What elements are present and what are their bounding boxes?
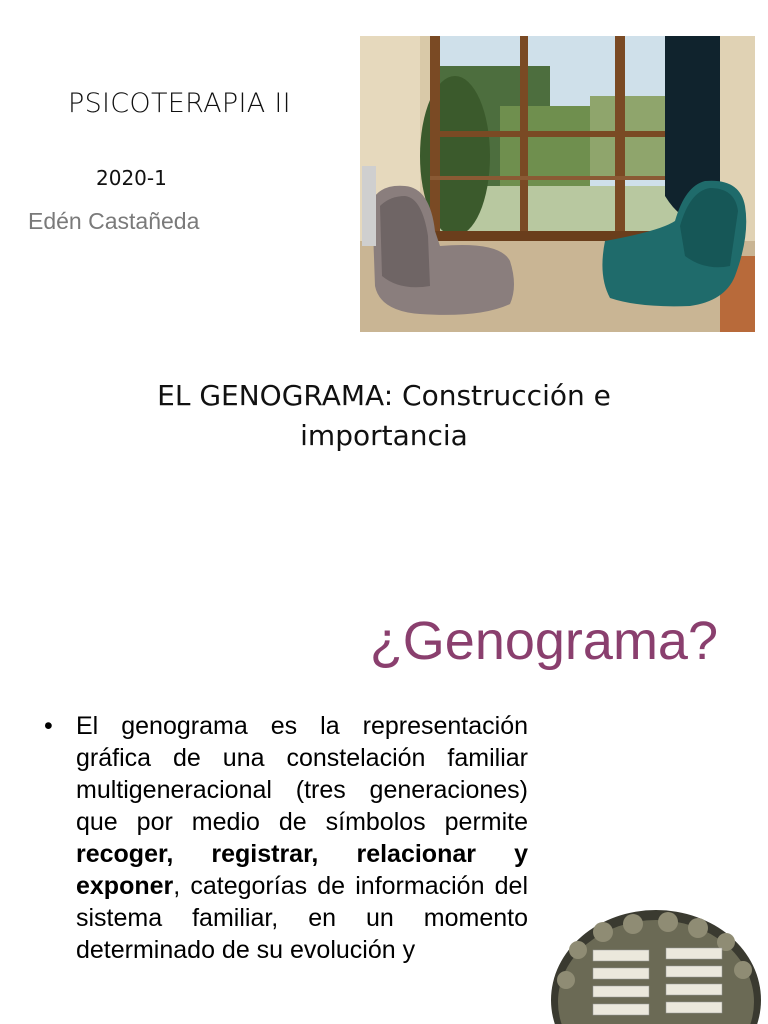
therapy-room-photo xyxy=(360,36,755,332)
author-name: Edén Castañeda xyxy=(28,208,200,234)
bullet-icon: • xyxy=(44,712,53,740)
content-slide xyxy=(0,560,768,1024)
bullet-item xyxy=(44,710,528,966)
presentation-title xyxy=(100,376,668,456)
bullet-text-part2: , categorías de información del sistema familiar, en un momento determinado de su evolución y xyxy=(76,872,528,964)
bullet-text-part1: El genograma es la representación gráfica de una constelación familiar multigeneracional (tres generaciones) que por medio de símbolos permite xyxy=(76,712,528,836)
course-title: PSICOTERAPIA II xyxy=(68,88,291,119)
term-label: 2020-1 xyxy=(96,166,167,190)
family-tree-illustration xyxy=(548,910,763,1024)
slide-heading: ¿Genograma? xyxy=(369,611,718,671)
bullet-text-bold: recoger, registrar, relacionar y exponer xyxy=(76,840,528,900)
title-line-2: importancia xyxy=(300,419,468,452)
bullet-text xyxy=(76,710,528,966)
title-line-1: EL GENOGRAMA: Construcción e xyxy=(157,379,611,412)
